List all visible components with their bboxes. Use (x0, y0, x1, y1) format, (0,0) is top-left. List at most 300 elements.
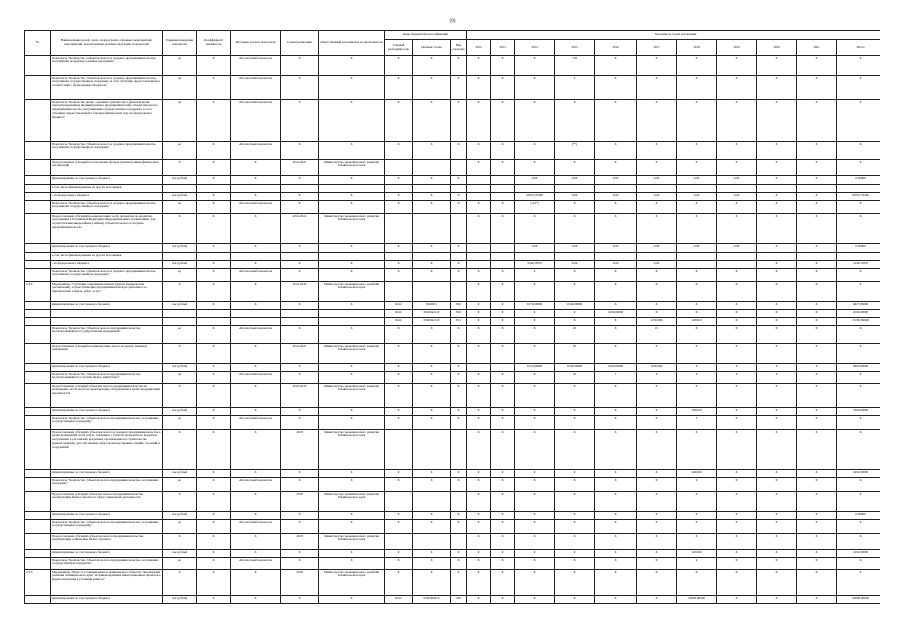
cell-main-manager: Х (385, 416, 413, 430)
cell-expense-type: 811 (451, 318, 467, 326)
cell-unit: Х (163, 384, 197, 408)
cell-year-value: Х (515, 76, 555, 100)
cell-year-value: Х (637, 492, 677, 512)
table-row (25, 214, 881, 244)
cell-year-value: 0 (717, 364, 757, 372)
table-row (25, 558, 881, 570)
cell-term: Х (281, 302, 319, 310)
cell-year-value: Х (757, 470, 797, 478)
cell-coefficient: Х (197, 56, 231, 76)
cell-target-article (413, 160, 451, 176)
cell-year-value: Х (467, 550, 491, 558)
cell-method: Абсолютный показатель (231, 326, 281, 344)
cell-year-value: Х (515, 492, 555, 512)
cell-year-value: Х (717, 492, 757, 512)
cell-main-manager: Х (385, 478, 413, 492)
cell-responsible: Х (319, 520, 385, 534)
program-table (24, 30, 880, 604)
cell-year-value: Х (491, 372, 515, 384)
cell-year-value: Х (637, 596, 677, 604)
cell-coefficient (197, 318, 231, 326)
cell-year-value: Х (595, 214, 637, 244)
cell-year-value: 4 (677, 558, 717, 570)
cell-year-value: Х (491, 310, 515, 318)
cell-year-value: Х (637, 512, 677, 520)
cell-responsible: Министерство экономического развития Забайкальского края (319, 570, 385, 596)
cell-year-value: Х (515, 596, 555, 604)
cell-year-value: Х (677, 76, 717, 100)
cell-term: 2018-2019 (281, 384, 319, 408)
cell-year-value: Х (555, 282, 595, 302)
table-row (25, 478, 881, 492)
cell-year-value: Х (467, 100, 491, 142)
cell-name: в том числе финансирование из других источников (51, 185, 163, 193)
cell-year-value: Х (797, 492, 837, 512)
cell-main-manager: Х (385, 520, 413, 534)
cell-coefficient: Х (197, 142, 231, 160)
cell-term: Х (281, 100, 319, 142)
cell-number (25, 534, 51, 550)
cell-name: Мероприятие "Субсидии социальным банкам (группа юридических организаций), осуществляющих предпринимательскую деятельность - приобретение товаров, работ, услуг" (51, 282, 163, 302)
cell-year-value: Х (555, 478, 595, 492)
cell-main-manager: Х (385, 193, 413, 201)
cell-total: 13250,99600 (837, 318, 880, 326)
cell-year-value (717, 253, 757, 261)
cell-name: Показатель "Количество субъектов малого предпринимательства, получивших поддержку" (51, 478, 163, 492)
cell-term: Х (281, 478, 319, 492)
cell-year-value: Х (467, 344, 491, 364)
cell-name: Показатель "Количество субъектов малого и среднего предпринимательства, получивших государственную поддержку" (51, 269, 163, 282)
cell-year-value: 0,00 (595, 244, 637, 253)
cell-unit: тыс.рублей (163, 512, 197, 520)
cell-number (25, 550, 51, 558)
cell-coefficient: Х (197, 344, 231, 364)
cell-method (231, 253, 281, 261)
cell-year-value: Х (491, 56, 515, 76)
cell-year-value: Х (717, 310, 757, 318)
cell-total: Х (837, 492, 880, 512)
cell-coefficient: Х (197, 570, 231, 596)
cell-main-manager: Х (385, 176, 413, 185)
cell-term: Х (281, 408, 319, 416)
cell-name: Показатель "Количество вновь созданных рабочих мест (включая вновь зарегистрированных индивидуальных предпринимателей) субъектами малого предпринимательства, получившими государственную поддержку за счет субсидии, предоставленной в текущем финансовом году из федерального бюджета" (51, 100, 163, 142)
cell-expense-type (451, 492, 467, 512)
cell-total: Х (837, 282, 880, 302)
cell-method: Абсолютный показатель (231, 558, 281, 570)
cell-year-value: Х (491, 76, 515, 100)
cell-year-value (491, 261, 515, 269)
table-row (25, 310, 881, 318)
cell-year-value: Х (717, 318, 757, 326)
cell-year-value: 2400,00 (677, 470, 717, 478)
cell-year-value: Х (491, 416, 515, 430)
cell-expense-type (451, 534, 467, 550)
cell-main-manager (385, 430, 413, 470)
header-coefficient: Коэффициент значимости (197, 31, 231, 56)
cell-unit: ед (163, 558, 197, 570)
cell-total: Х (837, 430, 880, 470)
cell-year-value: Х (491, 326, 515, 344)
cell-year-value: Х (491, 520, 515, 534)
table-row (25, 470, 881, 478)
cell-name: Предоставление субсидий субъектам малого предпринимательства на возмещение части затрат на приобретение оборудования в целях модернизации производства (51, 384, 163, 408)
cell-year-value (467, 253, 491, 261)
cell-year-value: Х (491, 534, 515, 550)
cell-year-value: Х (595, 512, 637, 520)
cell-year-value: Х (595, 492, 637, 512)
cell-responsible: Х (319, 596, 385, 604)
cell-coefficient: Х (197, 534, 231, 550)
cell-term: Х (281, 244, 319, 253)
table-row (25, 142, 881, 160)
cell-year-value: Х (637, 534, 677, 550)
cell-year-value: Х (555, 492, 595, 512)
cell-name (51, 310, 163, 318)
cell-method: Х (231, 176, 281, 185)
cell-year-value: Х (595, 100, 637, 142)
cell-year-value: Х (595, 550, 637, 558)
cell-main-manager (385, 282, 413, 302)
cell-year-value: 0 (677, 364, 717, 372)
cell-total: 20000,00000 (837, 596, 880, 604)
cell-unit (163, 253, 197, 261)
header-year: 2018 (677, 40, 717, 56)
table-row (25, 344, 881, 364)
cell-year-value: Х (757, 282, 797, 302)
cell-coefficient: Х (197, 492, 231, 512)
cell-year-value (515, 253, 555, 261)
cell-expense-type: Х (451, 76, 467, 100)
cell-number (25, 201, 51, 214)
cell-year-value: 5 (677, 416, 717, 430)
cell-main-manager: Х (385, 261, 413, 269)
cell-responsible (319, 185, 385, 193)
cell-responsible: Министерство экономического развития Забайкальского края (319, 160, 385, 176)
cell-year-value: Х (757, 478, 797, 492)
cell-year-value: Х (717, 142, 757, 160)
cell-total: 0,00000 (837, 176, 880, 185)
cell-name: финансирование за счет краевого бюджета (51, 302, 163, 310)
cell-year-value: Х (515, 318, 555, 326)
cell-year-value (677, 253, 717, 261)
cell-year-value: Х (717, 570, 757, 596)
cell-year-value: 0,00 (637, 176, 677, 185)
cell-method: Х (231, 244, 281, 253)
cell-year-value: Х (555, 534, 595, 550)
cell-year-value: 0,00 (677, 193, 717, 201)
cell-name: финансирование за счет краевого бюджета (51, 550, 163, 558)
cell-year-value: Х (717, 282, 757, 302)
cell-number (25, 176, 51, 185)
cell-total: 2400,00000 (837, 470, 880, 478)
cell-unit: ед (163, 269, 197, 282)
header-year: 2016 (595, 40, 637, 56)
cell-target-article (413, 214, 451, 244)
cell-year-value: Х (677, 160, 717, 176)
cell-year-value: Х (717, 416, 757, 430)
cell-unit: ед (163, 520, 197, 534)
cell-year-value: Х (797, 100, 837, 142)
cell-year-value (797, 185, 837, 193)
cell-total: Х (837, 344, 880, 364)
cell-coefficient: Х (197, 596, 231, 604)
cell-term: Х (281, 56, 319, 76)
cell-name: Показатель "Количество субъектов малого и среднего предпринимательства, получивших государственную поддержку за счет субсидии, предоставленной в соответствии с федеральным бюджетом" (51, 76, 163, 100)
cell-year-value: Х (797, 430, 837, 470)
table-row (25, 160, 881, 176)
cell-target-article: Х (413, 550, 451, 558)
cell-coefficient: Х (197, 302, 231, 310)
cell-year-value: Х (595, 344, 637, 364)
cell-coefficient: Х (197, 214, 231, 244)
cell-main-manager: Х (385, 558, 413, 570)
cell-year-value: Х (797, 76, 837, 100)
cell-year-value: Х (595, 408, 637, 416)
cell-total: Х (837, 76, 880, 100)
cell-year-value: Х (595, 558, 637, 570)
cell-year-value: Х (555, 596, 595, 604)
cell-year-value: Х (677, 269, 717, 282)
cell-year-value: Х (757, 76, 797, 100)
cell-year-value: Х (797, 558, 837, 570)
header-year: 2014 (515, 40, 555, 56)
cell-year-value: Х (515, 570, 555, 596)
cell-unit: ед (163, 142, 197, 160)
cell-main-manager: Х (385, 550, 413, 558)
header-year: 2019 (717, 40, 757, 56)
cell-name: Предоставление субсидий субъектам малого предпринимательства, реализующим социальные бизнес-проекты (51, 534, 163, 550)
cell-year-value: Х (515, 534, 555, 550)
table-row (25, 261, 881, 269)
cell-year-value (717, 185, 757, 193)
cell-responsible: Х (319, 512, 385, 520)
cell-coefficient: Х (197, 558, 231, 570)
cell-unit: Х (163, 214, 197, 244)
cell-year-value: Х (515, 56, 555, 76)
cell-expense-type: Х (451, 201, 467, 214)
cell-year-value: Х (595, 282, 637, 302)
cell-unit: тыс.рублей (163, 261, 197, 269)
table-row (25, 326, 881, 344)
cell-expense-type: Х (451, 550, 467, 558)
cell-responsible (319, 253, 385, 261)
cell-term: 2018 (281, 570, 319, 596)
cell-year-value: Х (491, 318, 515, 326)
cell-term: Х (281, 76, 319, 100)
cell-year-value: Х (555, 201, 595, 214)
cell-year-value: Х (757, 558, 797, 570)
cell-number (25, 261, 51, 269)
header-target-article: Целевая статья (413, 40, 451, 56)
cell-expense-type: Х (451, 326, 467, 344)
cell-method (231, 318, 281, 326)
cell-year-value: Х (467, 408, 491, 416)
cell-expense-type (451, 214, 467, 244)
cell-term: Х (281, 261, 319, 269)
cell-number (25, 185, 51, 193)
cell-responsible: Х (319, 326, 385, 344)
cell-year-value: Х (797, 372, 837, 384)
cell-method: Х (231, 470, 281, 478)
cell-total: Х (837, 326, 880, 344)
cell-target-article: Х (413, 244, 451, 253)
cell-year-value: 0,00 (717, 193, 757, 201)
cell-term: 2014-2021 (281, 344, 319, 364)
header-year: 2020 (757, 40, 797, 56)
cell-year-value: 7400,00 (677, 408, 717, 416)
table-body (25, 56, 881, 604)
cell-year-value: 0,00 (595, 193, 637, 201)
cell-year-value: Х (515, 160, 555, 176)
cell-year-value (491, 364, 515, 372)
cell-year-value: Х (757, 534, 797, 550)
cell-total: Х (837, 56, 880, 76)
cell-term: Х (281, 550, 319, 558)
cell-number (25, 408, 51, 416)
cell-year-value: Х (555, 558, 595, 570)
cell-year-value: Х (595, 142, 637, 160)
cell-year-value: Х (797, 408, 837, 416)
cell-method: Х (231, 214, 281, 244)
cell-method: Х (231, 408, 281, 416)
cell-expense-type: Х (451, 261, 467, 269)
cell-year-value: Х (717, 470, 757, 478)
cell-responsible: Х (319, 100, 385, 142)
cell-responsible: Х (319, 201, 385, 214)
cell-year-value: 25 (555, 372, 595, 384)
cell-year-value: Х (555, 408, 595, 416)
cell-name: Мероприятие "Взнос в уставный капитал акционерного общества "Корпорация развития Забайкальского края" на финансирование инвестиционных проектов в форме вхождения в уставный капитал" (51, 570, 163, 596)
cell-year-value: Х (595, 534, 637, 550)
cell-year-value: Х (467, 160, 491, 176)
cell-year-value: 0,00 (637, 193, 677, 201)
cell-year-value: Х (595, 384, 637, 408)
cell-number (25, 520, 51, 534)
cell-year-value: Х (491, 282, 515, 302)
cell-year-value: 0,00 (677, 244, 717, 253)
cell-number (25, 302, 51, 310)
cell-number (25, 318, 51, 326)
cell-year-value: 1250,996 (637, 318, 677, 326)
cell-year-value: Х (797, 318, 837, 326)
cell-year-value: 1000,00000 (595, 310, 637, 318)
cell-total: Х (837, 570, 880, 596)
cell-total: 6627,00000 (837, 302, 880, 310)
cell-year-value: Х (797, 326, 837, 344)
cell-responsible: Х (319, 302, 385, 310)
cell-year-value: Х (555, 318, 595, 326)
cell-total: 0,00000 (837, 512, 880, 520)
cell-method: Абсолютный показатель (231, 269, 281, 282)
cell-method: Абсолютный показатель (231, 372, 281, 384)
cell-year-value: Х (637, 201, 677, 214)
cell-year-value: Х (491, 269, 515, 282)
cell-number (25, 372, 51, 384)
cell-year-value (491, 253, 515, 261)
cell-main-manager: Х (385, 384, 413, 408)
cell-target-article: Х (413, 558, 451, 570)
cell-main-manager: Х (385, 408, 413, 416)
header-year: 2017 (637, 40, 677, 56)
cell-year-value: 1040,00000 (555, 364, 595, 372)
cell-term: Х (281, 558, 319, 570)
cell-main-manager: Х (385, 512, 413, 520)
cell-year-value: Х (467, 201, 491, 214)
cell-year-value: Х (491, 492, 515, 512)
cell-year-value: Х (491, 478, 515, 492)
cell-term: Х (281, 193, 319, 201)
cell-year-value: Х (595, 269, 637, 282)
cell-year-value: 25 (555, 344, 595, 364)
cell-year-value: Х (491, 214, 515, 244)
cell-number: 2.3.2. (25, 282, 51, 302)
cell-expense-type: Х (451, 56, 467, 76)
cell-name: финансирование за счет краевого бюджета (51, 244, 163, 253)
cell-name: в том числе финансирование из других источников (51, 253, 163, 261)
cell-responsible (319, 318, 385, 326)
cell-target-article (413, 430, 451, 470)
cell-year-value: Х (797, 214, 837, 244)
cell-year-value: Х (717, 160, 757, 176)
cell-main-manager: Х (385, 100, 413, 142)
cell-year-value: Х (515, 478, 555, 492)
cell-unit: тыс.рублей (163, 408, 197, 416)
cell-main-manager (385, 185, 413, 193)
cell-expense-type: Х (451, 193, 467, 201)
cell-name: Предоставление субсидий на компенсацию части процентов по кредитам, полученным в Российской Федерации микрофинансовых организациях, для осуществления микрозаймов (займов) субъектам малого и среднего предпринимательства (51, 214, 163, 244)
cell-year-value: Х (677, 100, 717, 142)
cell-coefficient: Х (197, 512, 231, 520)
cell-year-value: Х (797, 550, 837, 558)
cell-year-value: Х (637, 302, 677, 310)
cell-year-value: Х (595, 201, 637, 214)
cell-year-value (467, 176, 491, 185)
cell-method: Х (231, 430, 281, 470)
cell-year-value: 1040,00000 (555, 302, 595, 310)
header-main-manager: Главный распоряди-тель (385, 40, 413, 56)
cell-total: 1000,00000 (837, 310, 880, 318)
cell-year-value: Х (515, 214, 555, 244)
cell-number (25, 364, 51, 372)
cell-method: Абсолютный показатель (231, 478, 281, 492)
cell-year-value: Х (757, 100, 797, 142)
cell-unit: Х (163, 282, 197, 302)
cell-main-manager: Х (385, 372, 413, 384)
cell-year-value (757, 185, 797, 193)
cell-year-value: 4 (515, 269, 555, 282)
cell-year-value: 0,00 (677, 176, 717, 185)
cell-target-article: Х (413, 570, 451, 596)
cell-year-value: 6 (677, 478, 717, 492)
cell-year-value (797, 253, 837, 261)
cell-main-manager: 0412 (385, 302, 413, 310)
cell-year-value: Х (491, 558, 515, 570)
cell-method: Х (231, 261, 281, 269)
cell-unit: Х (163, 570, 197, 596)
cell-year-value: Х (491, 344, 515, 364)
cell-year-value: Х (637, 56, 677, 76)
cell-year-value: 3144,55870 (515, 261, 555, 269)
cell-target-article: Х (413, 384, 451, 408)
cell-name: Показатель "Количество субъектов малого и среднего предпринимательства, получивших государственную поддержку" (51, 142, 163, 160)
cell-total: Х (837, 520, 880, 534)
cell-year-value: Х (467, 534, 491, 550)
cell-year-value: Х (467, 558, 491, 570)
cell-year-value: 15 (637, 326, 677, 344)
cell-expense-type (451, 430, 467, 470)
cell-main-manager: Х (385, 269, 413, 282)
cell-year-value: Х (595, 470, 637, 478)
